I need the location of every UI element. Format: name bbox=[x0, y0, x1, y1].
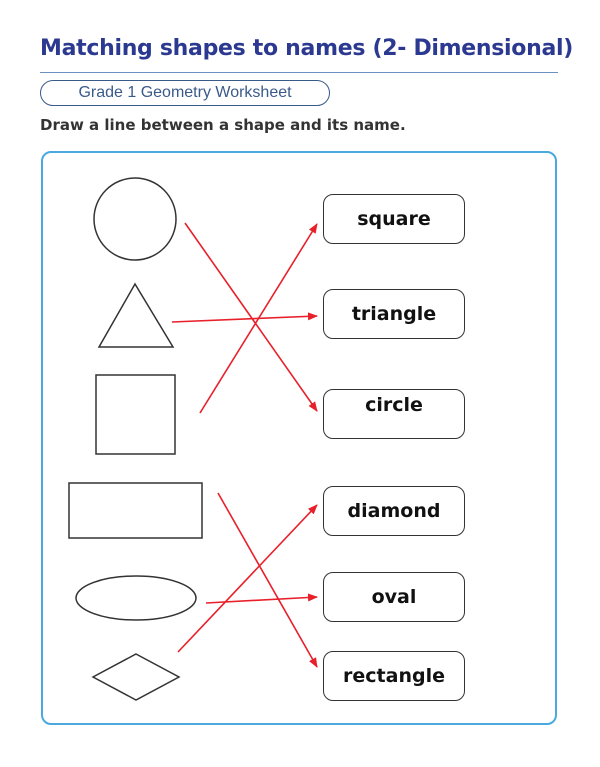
match-line-oval[interactable] bbox=[206, 597, 317, 603]
grade-badge: Grade 1 Geometry Worksheet bbox=[40, 80, 330, 106]
circle-shape bbox=[94, 178, 176, 260]
name-box-circle[interactable]: circle bbox=[323, 389, 465, 439]
square-shape bbox=[96, 375, 175, 454]
name-box-diamond[interactable]: diamond bbox=[323, 486, 465, 536]
name-box-oval[interactable]: oval bbox=[323, 572, 465, 622]
name-box-triangle[interactable]: triangle bbox=[323, 289, 465, 339]
match-line-triangle[interactable] bbox=[172, 316, 317, 322]
worksheet-title: Matching shapes to names (2- Dimensional) bbox=[40, 36, 574, 61]
oval-shape bbox=[76, 576, 196, 620]
match-line-rectangle[interactable] bbox=[218, 493, 317, 667]
name-box-square[interactable]: square bbox=[323, 194, 465, 244]
triangle-shape bbox=[99, 284, 173, 347]
instruction-text: Draw a line between a shape and its name. bbox=[40, 116, 406, 134]
name-box-rectangle[interactable]: rectangle bbox=[323, 651, 465, 701]
rectangle-shape bbox=[69, 483, 202, 538]
diamond-shape bbox=[93, 654, 179, 700]
